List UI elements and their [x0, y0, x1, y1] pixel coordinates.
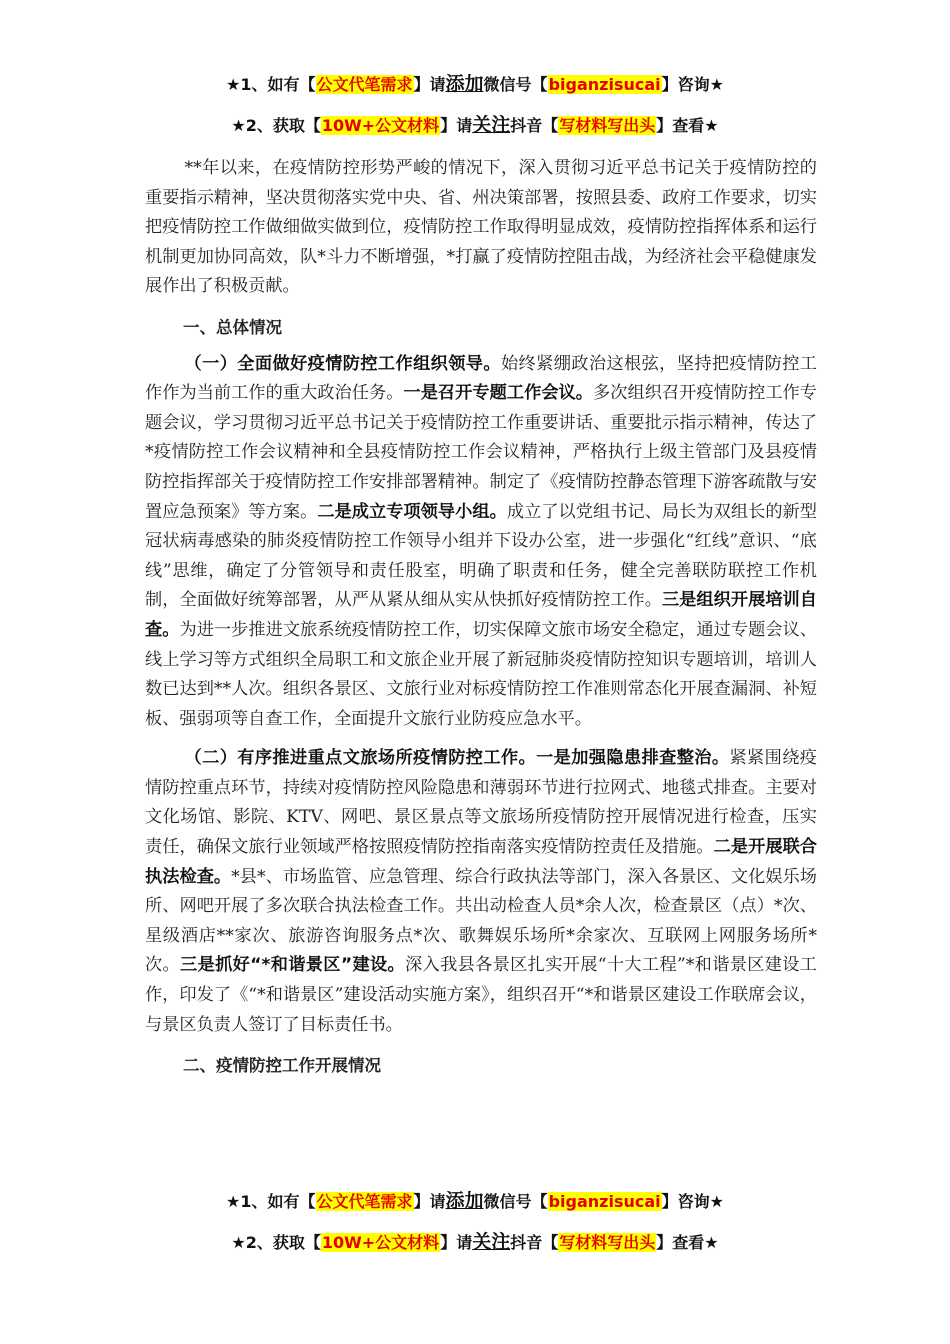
promo-banner-line-2-top: ★2、获取【10W+公文材料】请关注抖音【写材料写出头】查看★ [231, 114, 719, 136]
underlined-text: 添加 [445, 73, 484, 95]
section-heading-overview: 一、总体情况 [182, 317, 282, 337]
highlight-text: 10W+公文材料 [321, 116, 440, 135]
document-body [145, 154, 817, 1081]
promo-banner-line-1-top: ★1、如有【公文代笔需求】请添加微信号【biganzisucai】咨询★ [226, 73, 724, 95]
douyin-account-highlight: 写材料写出头 [559, 1233, 656, 1252]
highlight-text: 公文代笔需求 [316, 1192, 413, 1211]
underlined-text: 关注 [472, 1231, 511, 1253]
intro-paragraph: **年以来，在疫情防控形势严峻的情况下，深入贯彻习近平总书记关于疫情防控的重要指示精神，坚决贯彻落实党中央、省、州决策部署，按照县委、政府工作要求，切实把疫情防控工作做细做实做到位，疫情防控工作取得明显成效，疫情防控指挥体系和运行机制更加协同高效，队*斗力不断增强，*打赢了疫情防控阻击战，为经济社会平稳健康发展作出了积极贡献。 [145, 158, 817, 297]
promo-banner-line-1-bottom: ★1、如有【公文代笔需求】请添加微信号【biganzisucai】咨询★ [226, 1190, 724, 1212]
subsection-title: （一）全面做好疫情防控工作组织领导。 [184, 353, 501, 374]
underlined-text: 添加 [445, 1190, 484, 1212]
highlight-text: 10W+公文材料 [321, 1233, 440, 1252]
wechat-id-highlight: biganzisucai [548, 1192, 661, 1211]
douyin-account-highlight: 写材料写出头 [559, 116, 656, 135]
paragraph-key-venues: （二）有序推进重点文旅场所疫情防控工作。一是加强隐患排查整治。紧紧围绕疫情防控重点环节，持续对疫情防控风险隐患和薄弱环节进行拉网式、地毯式排查。主要对文化场馆、影院、KTV、网吧、景区景点等文旅场所疫情防控开展情况进行检查，压实责任，确保文旅行业领域严格按照疫情防控指南落实疫情防控责任及措施。二是开展联合执法检查。*县*、市场监管、应急管理、综合行政执法等部门，深入各景区、文化娱乐场所、网吧开展了多次联合执法检查工作。共出动检查人员*余人次，检查景区（点）*次、星级酒店**家次、旅游咨询服务点*次、歌舞娱乐场所*余家次、互联网上网服务场所*次。三是抓好“*和谐景区”建设。深入我县各景区扎实开展“十大工程”*和谐景区建设工作，印发了《“*和谐景区”建设活动实施方案》，组织召开“*和谐景区建设工作联席会议，与景区负责人签订了目标责任书。 [145, 748, 817, 1035]
wechat-id-highlight: biganzisucai [548, 75, 661, 94]
underlined-text: 关注 [472, 114, 511, 136]
subsection-title: （二）有序推进重点文旅场所疫情防控工作。 [184, 748, 537, 769]
section-heading-epidemic-work: 二、疫情防控工作开展情况 [182, 1056, 381, 1076]
paragraph-organization-leadership: （一）全面做好疫情防控工作组织领导。始终紧绷政治这根弦，坚持把疫情防控工作作为当前工作的重大政治任务。一是召开专题工作会议。多次组织召开疫情防控工作专题会议，学习贯彻习近平总书记关于疫情防控工作重要讲话、重要批示指示精神，传达了*疫情防控工作会议精神和全县疫情防控工作会议精神，严格执行上级主管部门及县疫情防控指挥部关于疫情防控工作安排部署精神。制定了《疫情防控静态管理下游客疏散与安置应急预案》等方案。二是成立专项领导小组。成立了以党组书记、局长为双组长的新型冠状病毒感染的肺炎疫情防控工作领导小组并下设办公室，进一步强化“红线”意识、“底线”思维，确定了分管领导和责任股室，明确了职责和任务，健全完善联防联控工作机制，全面做好统筹部署，从严从紧从细从实从快抓好疫情防控工作。三是组织开展培训自查。为进一步推进文旅系统疫情防控工作，切实保障文旅市场安全稳定，通过专题会议、线上学习等方式组织全局职工和文旅企业开展了新冠肺炎疫情防控知识专题培训，培训人数已达到**人次。组织各景区、文旅行业对标疫情防控工作准则常态化开展查漏洞、补短板、强弱项等自查工作，全面提升文旅行业防疫应急水平。 [145, 353, 817, 729]
highlight-text: 公文代笔需求 [316, 75, 413, 94]
promo-banner-line-2-bottom: ★2、获取【10W+公文材料】请关注抖音【写材料写出头】查看★ [231, 1231, 719, 1253]
